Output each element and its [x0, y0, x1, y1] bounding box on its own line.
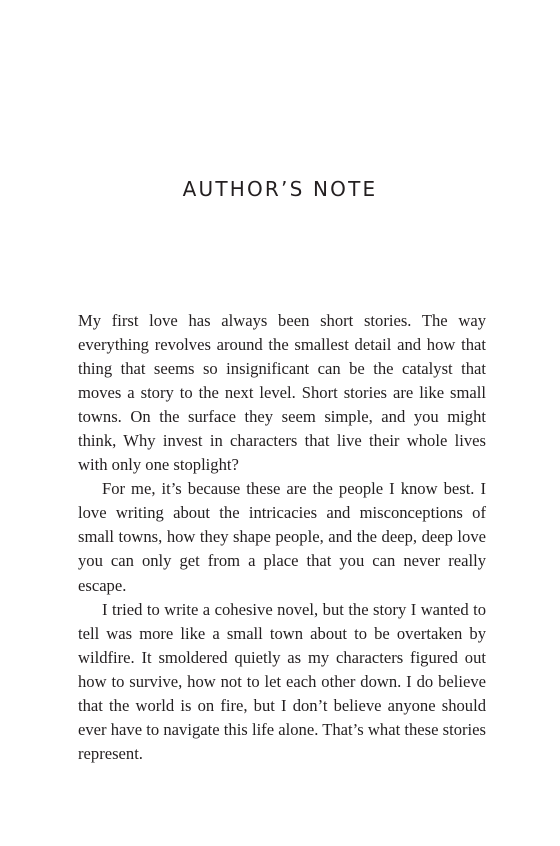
paragraph-1: My first love has always been short stories. The way everything revolves around the smallest detail and how that thing that seems so insignificant can be the catalyst that moves a story to the next level. Short stories are like small towns. On the surface they seem simple, and you might think, Why invest in characters that live their whole lives with only one stoplight?: [78, 311, 486, 475]
paragraph-3: I tried to write a cohesive novel, but the story I wanted to tell was more like a small town about to be overtaken by wildfire. It smoldered quietly as my characters figured out how to survive, how not to let each other down. I do believe that the world is on fire, but I don’t believe anyone should ever have to navigate this life alone. That’s what these stories represent.: [78, 599, 486, 763]
chapter-heading: AUTHOR’S NOTE: [182, 177, 378, 201]
paragraph-2: For me, it’s because these are the people I know best. I love writing about the intricacies and misconceptions of small towns, how they shape people, and the deep, deep love you can only get from a place that you can never really escape.: [78, 479, 486, 595]
note-body: [78, 309, 486, 766]
